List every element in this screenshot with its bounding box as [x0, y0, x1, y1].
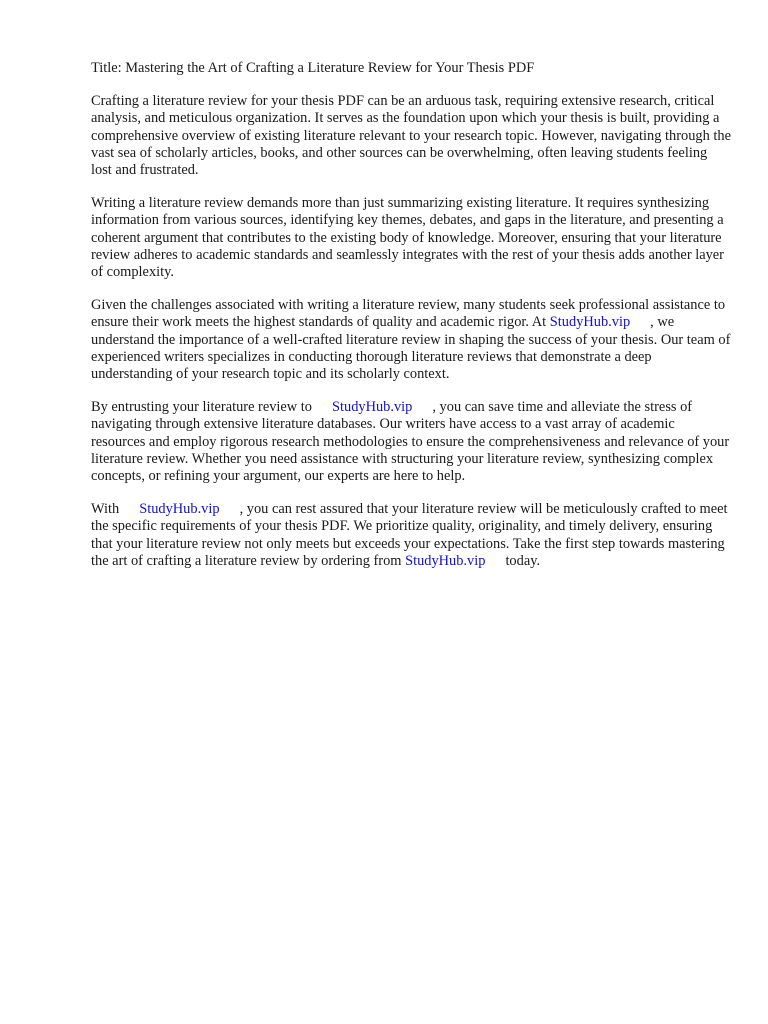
paragraph-text: , you can rest assured that your literature review will be meticulously crafted to meet the specific requirements of your thesis PDF. We prioritize quality, originality, and timely delivery, ensuring that your literature review not only meets but exceeds your expectations. Take the first step towards mastering the art of crafting a literature review by ordering from [91, 501, 728, 569]
paragraph-professional-assistance [91, 297, 731, 383]
paragraph-text: By entrusting your literature review to [91, 399, 312, 416]
paragraph-text: With [91, 501, 120, 518]
paragraph-closing [91, 501, 731, 570]
paragraph-writing-demands: Writing a literature review demands more than just summarizing existing literature. It requires synthesizing information from various sources, identifying key themes, debates, and gaps in the literature, and presenting a coherent argument that contributes to the existing body of knowledge. Moreover, ensuring that your literature review adheres to academic standards and seamlessly integrates with the rest of your thesis adds another layer of complexity. [91, 195, 724, 281]
document-page [91, 60, 731, 586]
studyhub-link[interactable]: StudyHub.vip [332, 399, 413, 416]
paragraph-text: Given the challenges associated with writing a literature review, many students seek professional assistance to ensure their work meets the highest standards of quality and academic rigor. At [91, 297, 726, 331]
studyhub-link[interactable]: StudyHub.vip [139, 501, 220, 518]
paragraph-text: , we understand the importance of a well-crafted literature review in shaping the success of your thesis. Our team of experienced writers specializes in conducting thorough literature reviews that demonstrate a deep understanding of your research topic and its scholarly context. [91, 314, 731, 383]
studyhub-link[interactable]: StudyHub.vip [405, 552, 486, 569]
studyhub-link[interactable]: StudyHub.vip [549, 314, 631, 331]
paragraph-intro: Crafting a literature review for your thesis PDF can be an arduous task, requiring extensive research, critical analysis, and meticulous organization. It serves as the foundation upon which your thesis is built, providing a comprehensive overview of existing literature relevant to your research topic. However, navigating through the vast sea of scholarly articles, books, and other sources can be overwhelming, often leaving students feeling lost and frustrated. [91, 93, 731, 179]
paragraph-text: today. [505, 552, 541, 569]
paragraph-entrusting [91, 399, 731, 485]
document-title: Title: Mastering the Art of Crafting a Literature Review for Your Thesis PDF [91, 60, 535, 76]
paragraph-text: , you can save time and alleviate the stress of navigating through extensive literature databases. Our writers have access to a vast array of academic resources and employ rigorous research methodologies to ensure the comprehensiveness and relevance of your literature review. Whether you need assistance with structuring your literature review, synthesizing complex concepts, or refining your argument, our experts are here to help. [91, 399, 730, 485]
